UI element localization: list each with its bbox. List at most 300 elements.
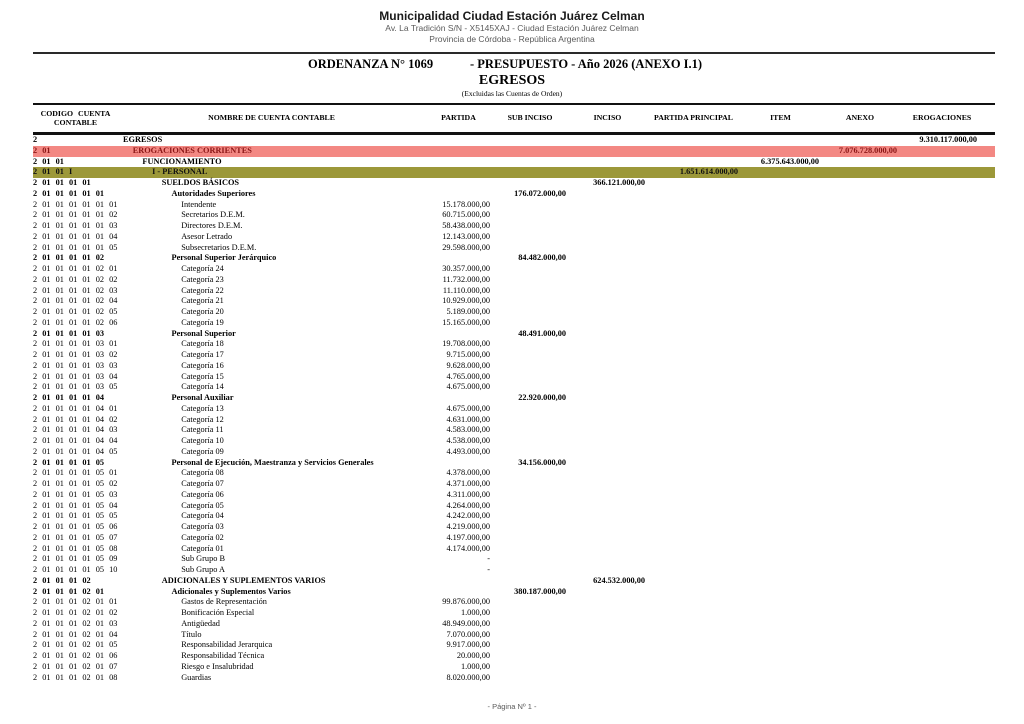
cell-item — [740, 189, 821, 200]
cell-partida-principal — [647, 425, 740, 436]
cell-account-name: Categoría 16 — [181, 360, 224, 370]
cell-partida-principal — [647, 189, 740, 200]
cell-account-code: 2 01 01 01 02 01 03 — [33, 618, 118, 628]
table-row — [33, 253, 995, 264]
cell-account-code: 2 01 01 01 01 05 08 — [33, 543, 118, 553]
cell-sub-inciso — [492, 178, 568, 189]
table-row — [33, 318, 995, 329]
cell-account-code: 2 01 01 01 01 02 01 — [33, 264, 118, 273]
cell-erogaciones: 9.310.117.000,00 — [919, 135, 977, 144]
cell-inciso — [568, 404, 647, 415]
cell-item — [740, 200, 821, 211]
column-header-codigo: CODIGO CUENTA CONTABLE — [40, 109, 111, 127]
cell-erogaciones — [899, 490, 995, 501]
cell-sub-inciso — [492, 576, 568, 587]
cell-erogaciones — [899, 447, 995, 458]
cell-partida — [425, 587, 492, 598]
cell-partida: 4.765.000,00 — [446, 371, 490, 381]
cell-sub-inciso — [492, 597, 568, 608]
cell-anexo — [821, 511, 899, 522]
cell-erogaciones — [899, 479, 995, 490]
table-row — [33, 597, 995, 608]
cell-sub-inciso — [492, 425, 568, 436]
cell-partida — [425, 135, 492, 146]
cell-item — [740, 404, 821, 415]
table-row — [33, 608, 995, 619]
cell-anexo — [821, 576, 899, 587]
cell-partida-principal — [647, 157, 740, 168]
cell-account-code: 2 01 01 01 01 01 05 — [33, 242, 118, 252]
cell-anexo — [821, 350, 899, 361]
cell-account-code: 2 01 01 01 02 01 05 — [33, 640, 118, 650]
table-row — [33, 264, 995, 275]
cell-partida-principal — [647, 630, 740, 641]
cell-account-code: 2 01 01 01 02 01 02 — [33, 608, 118, 617]
cell-partida: 4.675.000,00 — [446, 382, 490, 392]
cell-account-name: Responsabilidad Técnica — [181, 651, 265, 660]
cell-partida — [425, 157, 492, 168]
cell-account-name: Categoría 05 — [181, 500, 224, 510]
cell-inciso — [568, 425, 647, 436]
cell-inciso — [568, 221, 647, 232]
cell-account-name: Gastos de Representación — [181, 597, 267, 607]
cell-partida-principal — [647, 619, 740, 630]
cell-partida: - — [487, 554, 490, 564]
cell-inciso — [568, 382, 647, 393]
cell-sub-inciso — [492, 630, 568, 641]
cell-erogaciones — [899, 673, 995, 684]
cell-partida-principal — [647, 587, 740, 598]
cell-partida: 4.311.000,00 — [446, 489, 490, 499]
table-row — [33, 296, 995, 307]
cell-partida-principal — [647, 501, 740, 512]
cell-partida: 9.715.000,00 — [446, 350, 490, 359]
cell-account-name: Categoría 10 — [181, 436, 224, 445]
cell-partida: 4.493.000,00 — [446, 446, 490, 456]
cell-partida: 4.174.000,00 — [446, 543, 490, 553]
cell-erogaciones — [899, 372, 995, 383]
cell-account-name: Categoría 19 — [181, 317, 224, 327]
cell-erogaciones — [899, 157, 995, 168]
cell-inciso: 624.532.000,00 — [593, 575, 645, 585]
cell-account-code: 2 01 01 01 01 04 02 — [33, 414, 118, 424]
cell-account-name: Categoría 21 — [181, 296, 224, 306]
cell-anexo — [821, 232, 899, 243]
table-row — [33, 210, 995, 221]
cell-sub-inciso — [492, 554, 568, 565]
cell-partida-principal — [647, 533, 740, 544]
table-row — [33, 372, 995, 383]
cell-item — [740, 501, 821, 512]
cell-partida-principal — [647, 436, 740, 447]
cell-erogaciones — [899, 554, 995, 565]
cell-item — [740, 640, 821, 651]
cell-account-code: 2 01 01 01 01 01 03 — [33, 221, 118, 230]
cell-inciso — [568, 350, 647, 361]
cell-sub-inciso: 84.482.000,00 — [518, 253, 566, 263]
table-row — [33, 146, 995, 157]
cell-anexo — [821, 415, 899, 426]
header-divider — [33, 52, 995, 54]
cell-partida: 4.264.000,00 — [446, 500, 490, 510]
cell-erogaciones — [899, 382, 995, 393]
cell-partida: 20.000,00 — [456, 651, 490, 660]
cell-account-code: 2 01 01 01 01 05 05 — [33, 511, 118, 521]
cell-inciso — [568, 640, 647, 651]
cell-item — [740, 458, 821, 469]
cell-account-code: 2 01 01 01 01 04 03 — [33, 425, 118, 435]
cell-partida-principal — [647, 318, 740, 329]
cell-account-code: 2 01 01 01 02 — [33, 575, 91, 585]
cell-anexo — [821, 210, 899, 221]
column-header-item: ITEM — [770, 113, 791, 123]
cell-item — [740, 630, 821, 641]
cell-sub-inciso — [492, 275, 568, 286]
cell-sub-inciso — [492, 490, 568, 501]
ordinance-title: - PRESUPUESTO - Año 2026 (ANEXO I.1) — [470, 57, 703, 71]
cell-partida-principal: 1.651.614.000,00 — [679, 167, 738, 177]
cell-anexo — [821, 167, 899, 178]
column-header-inciso: INCISO — [593, 113, 622, 123]
cell-inciso — [568, 243, 647, 254]
cell-account-code: 2 01 01 01 02 01 01 — [33, 597, 118, 607]
column-header-anexo: ANEXO — [845, 113, 875, 123]
cell-anexo — [821, 296, 899, 307]
cell-partida-principal — [647, 329, 740, 340]
cell-partida: 19.708.000,00 — [442, 339, 490, 349]
cell-account-code: 2 01 01 01 01 05 02 — [33, 479, 118, 488]
cell-inciso — [568, 597, 647, 608]
table-row — [33, 576, 995, 587]
cell-item — [740, 447, 821, 458]
cell-item — [740, 167, 821, 178]
cell-partida-principal — [647, 458, 740, 469]
cell-anexo — [821, 425, 899, 436]
cell-partida-principal — [647, 511, 740, 522]
cell-item — [740, 587, 821, 598]
table-row — [33, 554, 995, 565]
cell-sub-inciso — [492, 404, 568, 415]
table-row — [33, 673, 995, 684]
table-row — [33, 651, 995, 662]
cell-erogaciones — [899, 200, 995, 211]
cell-partida: 4.197.000,00 — [446, 532, 490, 542]
table-row — [33, 490, 995, 501]
table-row — [33, 221, 995, 232]
cell-account-name: Categoría 17 — [181, 350, 224, 359]
cell-account-code: 2 01 01 01 02 01 08 — [33, 672, 118, 682]
cell-account-code: 2 01 01 01 01 03 04 — [33, 371, 118, 381]
cell-anexo — [821, 135, 899, 146]
cell-anexo — [821, 447, 899, 458]
cell-anexo — [821, 436, 899, 447]
cell-sub-inciso: 380.187.000,00 — [514, 586, 566, 596]
cell-account-name: EGRESOS — [123, 135, 163, 144]
cell-sub-inciso — [492, 221, 568, 232]
cell-account-code: 2 01 01 01 01 03 01 — [33, 339, 118, 349]
cell-item — [740, 490, 821, 501]
cell-item — [740, 382, 821, 393]
cell-partida: 1.000,00 — [460, 661, 490, 671]
cell-partida-principal — [647, 221, 740, 232]
cell-erogaciones — [899, 662, 995, 673]
cell-partida-principal — [647, 210, 740, 221]
cell-sub-inciso — [492, 243, 568, 254]
cell-erogaciones — [899, 178, 995, 189]
cell-inciso — [568, 329, 647, 340]
cell-inciso — [568, 468, 647, 479]
cell-anexo — [821, 673, 899, 684]
cell-erogaciones — [899, 425, 995, 436]
cell-inciso — [568, 264, 647, 275]
cell-anexo — [821, 662, 899, 673]
cell-inciso — [568, 296, 647, 307]
cell-sub-inciso — [492, 307, 568, 318]
cell-account-code: 2 01 01 01 01 05 10 — [33, 565, 118, 574]
cell-account-name: Riesgo e Insalubridad — [181, 661, 254, 671]
cell-sub-inciso — [492, 210, 568, 221]
cell-anexo — [821, 640, 899, 651]
column-header-partida-principal: PARTIDA PRINCIPAL — [654, 113, 733, 123]
cell-partida: 30.357.000,00 — [442, 264, 490, 273]
cell-item — [740, 533, 821, 544]
cell-partida-principal — [647, 232, 740, 243]
page-number: - Página Nº 1 - — [487, 702, 537, 711]
cell-sub-inciso — [492, 544, 568, 555]
cell-account-name: Categoría 09 — [181, 446, 224, 456]
table-row — [33, 458, 995, 469]
cell-sub-inciso — [492, 501, 568, 512]
cell-inciso — [568, 275, 647, 286]
cell-item — [740, 253, 821, 264]
cell-sub-inciso — [492, 673, 568, 684]
cell-erogaciones — [899, 318, 995, 329]
cell-item — [740, 178, 821, 189]
cell-account-code: 2 01 01 01 01 01 01 — [33, 199, 118, 209]
cell-partida — [425, 189, 492, 200]
cell-erogaciones — [899, 221, 995, 232]
cell-inciso — [568, 436, 647, 447]
cell-account-name: Categoría 03 — [181, 522, 224, 531]
cell-partida: 4.219.000,00 — [446, 522, 490, 531]
cell-item — [740, 479, 821, 490]
table-row — [33, 157, 995, 168]
cell-partida-principal — [647, 372, 740, 383]
cell-anexo — [821, 178, 899, 189]
section-subtitle: (Excluidas las Cuentas de Orden) — [461, 89, 563, 98]
cell-erogaciones — [899, 619, 995, 630]
cell-sub-inciso — [492, 533, 568, 544]
cell-partida-principal — [647, 200, 740, 211]
cell-item — [740, 350, 821, 361]
column-header-sub-inciso: SUB INCISO — [507, 113, 553, 123]
cell-account-code: 2 01 01 01 01 05 06 — [33, 522, 118, 531]
cell-account-name: I - PERSONAL — [152, 167, 208, 177]
table-row — [33, 479, 995, 490]
table-row — [33, 200, 995, 211]
cell-partida — [425, 167, 492, 178]
cell-partida-principal — [647, 361, 740, 372]
table-row — [33, 533, 995, 544]
cell-partida — [425, 253, 492, 264]
cell-anexo — [821, 458, 899, 469]
cell-item — [740, 361, 821, 372]
cell-partida-principal — [647, 490, 740, 501]
cell-item — [740, 662, 821, 673]
column-header-partida: PARTIDA — [441, 113, 476, 123]
cell-partida: 8.020.000,00 — [446, 672, 490, 682]
table-row — [33, 436, 995, 447]
cell-inciso — [568, 318, 647, 329]
cell-item — [740, 329, 821, 340]
cell-anexo — [821, 339, 899, 350]
cell-account-code: 2 01 01 01 01 02 05 — [33, 307, 118, 316]
cell-inciso — [568, 479, 647, 490]
table-header-row — [33, 103, 995, 135]
cell-partida: 10.929.000,00 — [442, 296, 490, 306]
cell-anexo — [821, 630, 899, 641]
cell-partida: 11.732.000,00 — [442, 274, 490, 284]
cell-partida: 4.675.000,00 — [446, 403, 490, 413]
cell-erogaciones — [899, 597, 995, 608]
cell-account-name: Personal de Ejecución, Maestranza y Servicios Generales — [171, 457, 374, 467]
cell-partida-principal — [647, 576, 740, 587]
cell-partida: 15.178.000,00 — [442, 199, 490, 209]
cell-erogaciones — [899, 361, 995, 372]
cell-account-name: SUELDOS BÁSICOS — [161, 178, 240, 187]
cell-sub-inciso — [492, 382, 568, 393]
cell-account-name: Sub Grupo B — [181, 554, 225, 564]
cell-partida-principal — [647, 339, 740, 350]
table-row — [33, 350, 995, 361]
cell-anexo — [821, 221, 899, 232]
cell-item — [740, 565, 821, 576]
cell-sub-inciso — [492, 157, 568, 168]
cell-account-name: Categoría 11 — [181, 425, 224, 435]
cell-item — [740, 296, 821, 307]
cell-account-name: Personal Superior — [171, 328, 236, 338]
cell-account-code: 2 01 01 01 01 03 02 — [33, 350, 118, 359]
cell-inciso — [568, 522, 647, 533]
cell-inciso — [568, 135, 647, 146]
cell-anexo — [821, 189, 899, 200]
cell-erogaciones — [899, 210, 995, 221]
table-row — [33, 361, 995, 372]
cell-anexo — [821, 243, 899, 254]
cell-account-name: Bonificación Especial — [181, 608, 255, 617]
cell-anexo — [821, 286, 899, 297]
cell-item — [740, 393, 821, 404]
cell-inciso — [568, 210, 647, 221]
cell-inciso — [568, 501, 647, 512]
ordinance-number: ORDENANZA N° 1069 — [308, 57, 434, 71]
section-title: EGRESOS — [478, 73, 546, 88]
cell-inciso — [568, 393, 647, 404]
cell-inciso — [568, 619, 647, 630]
cell-erogaciones — [899, 640, 995, 651]
cell-account-code: 2 — [33, 135, 38, 144]
cell-partida-principal — [647, 662, 740, 673]
cell-inciso — [568, 232, 647, 243]
cell-account-code: 2 01 01 I — [33, 167, 73, 177]
cell-item — [740, 221, 821, 232]
cell-anexo — [821, 597, 899, 608]
cell-sub-inciso — [492, 436, 568, 447]
cell-anexo — [821, 587, 899, 598]
cell-erogaciones — [899, 286, 995, 297]
cell-anexo — [821, 157, 899, 168]
cell-item — [740, 619, 821, 630]
cell-sub-inciso: 48.491.000,00 — [518, 328, 566, 338]
cell-erogaciones — [899, 339, 995, 350]
cell-anexo — [821, 372, 899, 383]
cell-anexo — [821, 264, 899, 275]
cell-partida-principal — [647, 135, 740, 146]
cell-account-code: 2 01 01 01 01 — [33, 178, 91, 187]
cell-partida-principal — [647, 382, 740, 393]
cell-inciso — [568, 307, 647, 318]
table-row — [33, 501, 995, 512]
cell-account-name: Categoría 12 — [181, 414, 224, 424]
cell-sub-inciso — [492, 200, 568, 211]
cell-partida-principal — [647, 307, 740, 318]
cell-item — [740, 522, 821, 533]
cell-erogaciones — [899, 522, 995, 533]
table-row — [33, 189, 995, 200]
cell-anexo — [821, 533, 899, 544]
cell-account-code: 2 01 01 01 01 05 04 — [33, 500, 118, 510]
cell-item — [740, 554, 821, 565]
table-row — [33, 393, 995, 404]
cell-account-code: 2 01 01 01 02 01 06 — [33, 651, 118, 660]
cell-anexo — [821, 404, 899, 415]
cell-partida-principal — [647, 264, 740, 275]
cell-anexo — [821, 382, 899, 393]
cell-item — [740, 576, 821, 587]
cell-partida-principal — [647, 673, 740, 684]
cell-erogaciones — [899, 501, 995, 512]
cell-account-code: 2 01 01 01 01 02 03 — [33, 285, 118, 295]
cell-account-name: Personal Superior Jerárquico — [171, 253, 277, 263]
cell-item — [740, 544, 821, 555]
cell-inciso — [568, 587, 647, 598]
cell-partida-principal — [647, 178, 740, 189]
cell-account-name: Categoría 23 — [181, 274, 224, 284]
cell-item — [740, 673, 821, 684]
cell-sub-inciso: 22.920.000,00 — [518, 393, 566, 402]
table-row — [33, 544, 995, 555]
cell-partida-principal — [647, 243, 740, 254]
cell-account-code: 2 01 01 01 01 02 06 — [33, 317, 118, 327]
table-row — [33, 415, 995, 426]
cell-erogaciones — [899, 189, 995, 200]
cell-item — [740, 372, 821, 383]
cell-partida — [425, 329, 492, 340]
cell-partida — [425, 178, 492, 189]
cell-item — [740, 264, 821, 275]
cell-erogaciones — [899, 436, 995, 447]
cell-account-code: 2 01 01 01 02 01 07 — [33, 661, 118, 671]
cell-anexo — [821, 253, 899, 264]
cell-inciso — [568, 372, 647, 383]
cell-partida-principal — [647, 608, 740, 619]
cell-account-name: Categoría 01 — [181, 543, 224, 553]
table-row — [33, 511, 995, 522]
cell-account-name: Categoría 08 — [181, 468, 224, 478]
cell-partida-principal — [647, 253, 740, 264]
cell-item: 6.375.643.000,00 — [760, 156, 819, 166]
cell-item — [740, 318, 821, 329]
